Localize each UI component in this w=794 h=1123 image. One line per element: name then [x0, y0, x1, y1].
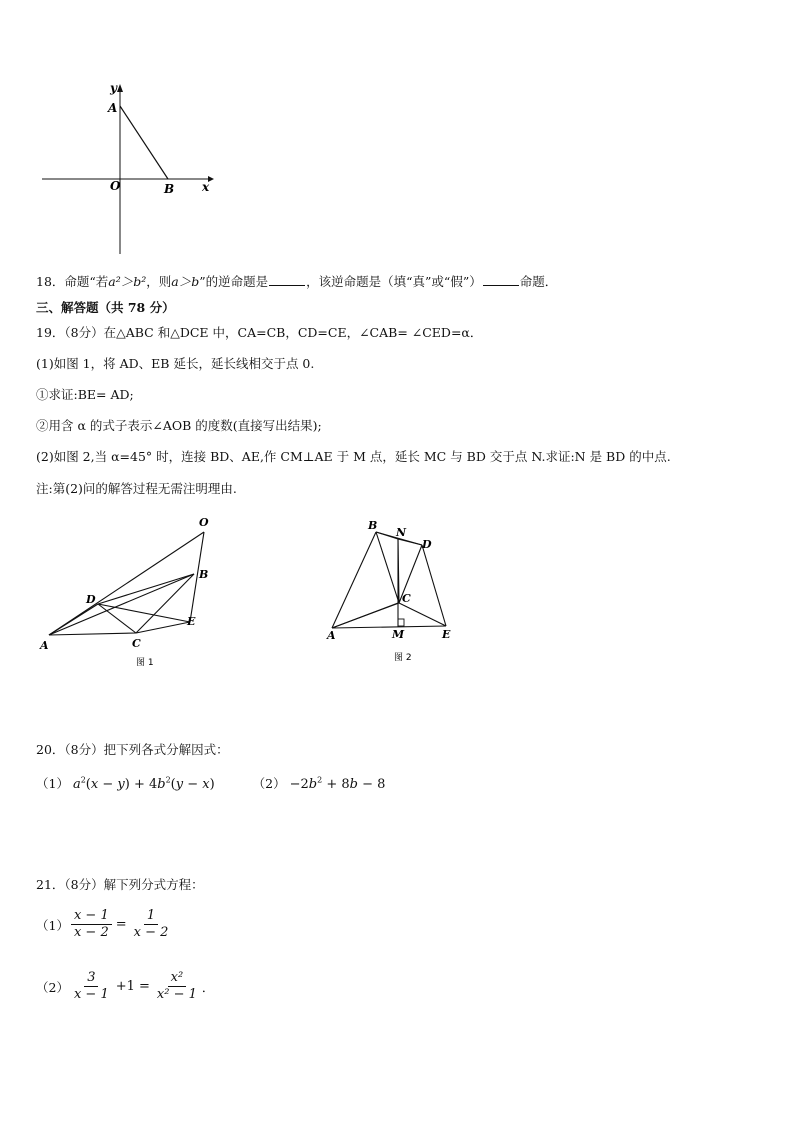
q21-p2-rhs-fraction: $\frac{\text{x²}}{\text{x² − 1}}$	[156, 970, 197, 1002]
q20-parts	[36, 774, 385, 792]
q20-title: 20．（8分）把下列各式分解因式：	[36, 742, 229, 757]
fig2-label-n: N	[396, 526, 407, 539]
segment-ab	[120, 106, 168, 179]
fig1-label-c: C	[132, 637, 141, 650]
q19-line-2: (1)如图 1，将 AD、EB 延长，延长线相交于点 0.	[36, 356, 315, 371]
q19-line-6: 注:第(2)问的解答过程无需注明理由.	[36, 481, 237, 496]
label-x: x	[202, 180, 210, 194]
q19-line-5: (2)如图 2,当 α=45° 时，连接 BD、AE,作 CM⊥AE 于 M 点，延长 MC 与 BD 交于点 N.求证:N 是 BD 的中点.	[36, 449, 671, 464]
label-a: A	[108, 101, 118, 115]
figure-2	[320, 512, 470, 670]
q19-line-1: 19．（8分）在△ABC 和△DCE 中，CA=CB，CD=CE，∠CAB= ∠CED=α．	[36, 325, 483, 340]
fig1-label-o: O	[199, 516, 209, 529]
q20-part2-expression: $-2b^2 + 8b - 8$	[289, 775, 386, 792]
q18-conclusion: a＞b	[171, 274, 200, 289]
answer-blank-2[interactable]	[483, 274, 519, 286]
q21-p2-lhs-fraction: $\frac{3}{x - 1}$	[73, 970, 109, 1002]
q19-line-4: ②用含 α 的式子表示∠AOB 的度数(直接写出结果);	[36, 418, 322, 433]
fig1-caption: 图 1	[136, 658, 154, 668]
label-b: B	[164, 182, 175, 196]
coordinate-figure	[36, 80, 226, 258]
fig2-label-c: C	[402, 592, 411, 605]
q20-part1-label: （1）	[36, 776, 69, 791]
label-y: y	[110, 81, 117, 95]
fig2-label-a: A	[327, 629, 336, 642]
label-o: O	[110, 179, 121, 193]
answer-blank-1[interactable]	[269, 274, 305, 286]
fig1-label-a: A	[40, 639, 49, 652]
section-title: 三、解答题（共 78 分）	[36, 300, 175, 315]
fig1-label-d: D	[86, 593, 96, 606]
q21-p1-lhs-fraction: $\frac{x - 1}{x - 2}$	[71, 908, 112, 941]
fig2-label-m: M	[392, 628, 405, 641]
q20-part2-label: （2）	[252, 776, 286, 791]
question-18: 18．命题“若a²＞b²，则a＞b”的逆命题是 ，该逆命题是（填“真”或“假”） 命题．	[36, 274, 558, 289]
fig2-label-e: E	[442, 628, 451, 641]
figure-1	[36, 512, 226, 672]
q21-part2: （2） $\frac{3}{x - 1}$ +1 = $\frac{\text{x²}}{\text{x² − 1}}$ ．	[36, 970, 215, 1002]
fig1-label-b: B	[199, 568, 209, 581]
q19-line-3: ①求证:BE= AD;	[36, 387, 134, 402]
right-angle-marker	[398, 619, 404, 626]
fig1-label-e: E	[187, 615, 196, 628]
q21-p1-rhs-fraction: $\frac{1}{x - 2}$	[133, 908, 169, 940]
fig2-label-d: D	[422, 538, 432, 551]
y-axis-arrow	[117, 84, 123, 92]
q21-title: 21．（8分）解下列分式方程：	[36, 877, 204, 892]
q21-part1: （1） $\frac{x - 1}{x - 2}$ = $\frac{1}{x - 2}$	[36, 908, 173, 941]
fig2-caption: 图 2	[394, 653, 412, 663]
fig2-label-b: B	[368, 519, 378, 532]
q20-part1-expression: $a^2(x - y) + 4b^2(y - x)$	[72, 775, 215, 792]
q18-condition: a²＞b²	[108, 274, 147, 289]
